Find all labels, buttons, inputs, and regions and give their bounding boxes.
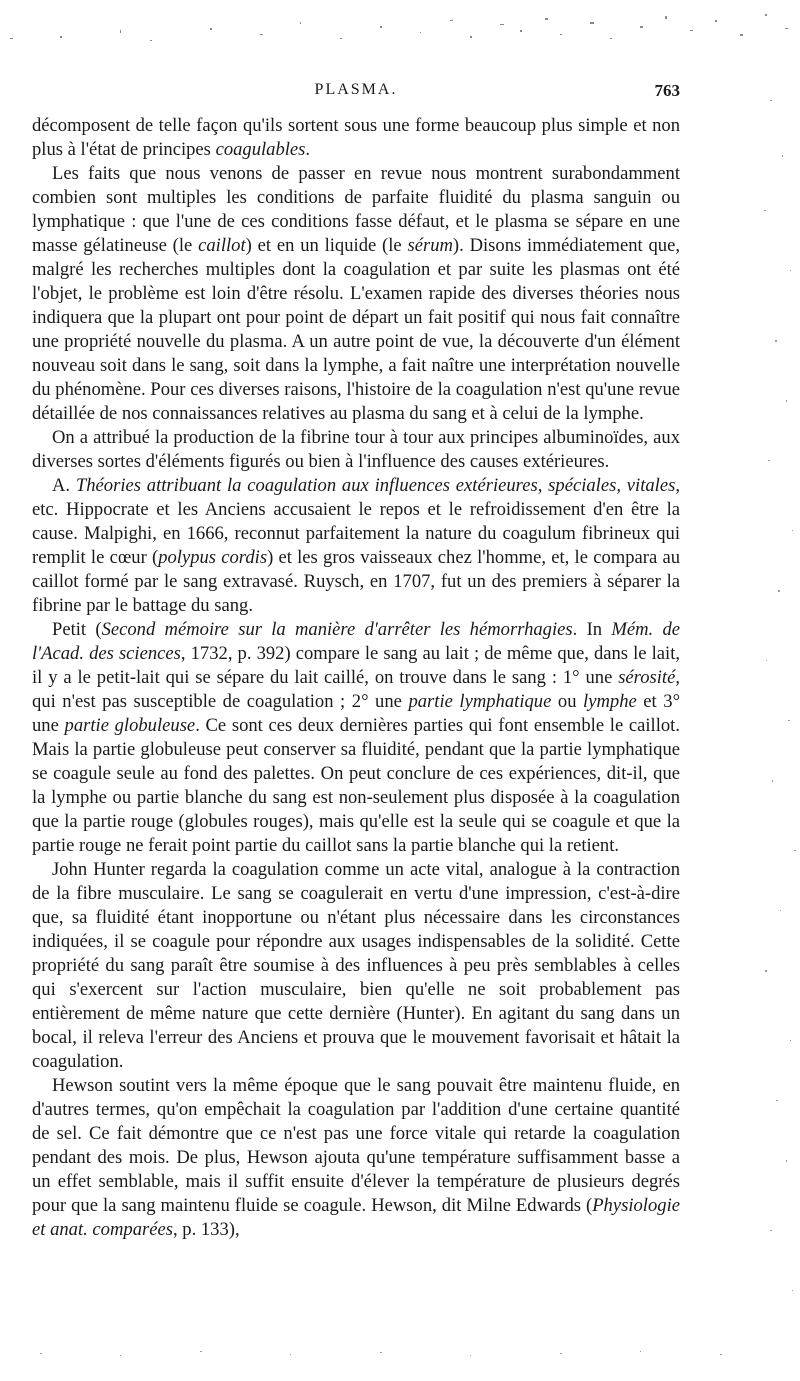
scan-speckle-bottom <box>0 1341 800 1381</box>
italic-run: Théories attribuant la coagulation aux influences extérieures, spéciales, vitales <box>75 475 676 496</box>
text-run: et 3° une <box>32 691 681 736</box>
text-run: Les faits que nous venons de passer en revue nous montrent surabondamment combien sont multiples les conditions de parfaite fluidité du plasma sanguin ou lymphatique : que l'une de ces conditions fasse défaut, et le plasma se sépare en une masse gélatineuse (le <box>32 163 680 256</box>
italic-run: caillot <box>198 235 246 256</box>
italic-run: partie lymphatique <box>408 691 552 712</box>
text-run: . <box>305 139 311 160</box>
scan-speckle-top <box>0 0 800 60</box>
text-run: ). Disons immédiatement que, malgré les recherches multiples dont la coagulation et par suite les plasmas ont été l'objet, le problème est loin d'être résolu. L'examen rapide des diverses théories nous indiquera que la plupart ont pour point de départ un fait positif qui nous fait connaître une propriété nouvelle du plasma. A un autre point de vue, la découverte d'un élément nouveau soit dans le sang, soit dans la lymphe, a fait naître une interprétation nouvelle du phénomène. Pour ces diverses raisons, l'histoire de la coagulation n'est qu'une revue détaillée de nos connaissances relatives au plasma du sang et à celui de la lymphe. <box>32 235 680 424</box>
paragraph <box>32 474 680 618</box>
text-run: , qui n'est pas susceptible de coagulation ; 2° une <box>32 667 680 712</box>
italic-run: Physiologie et anat. comparées <box>32 1195 680 1240</box>
paragraph <box>32 162 680 426</box>
text-run: , 1732, p. 392) compare le sang au lait ; de même que, dans le lait, il y a le petit-lait qui se sépare du lait caillé, on trouve dans le sang : 1° une <box>32 643 681 688</box>
italic-run: sérum <box>407 235 453 256</box>
paragraph <box>32 426 680 474</box>
italic-run: partie globuleuse <box>64 715 196 736</box>
text-run: , p. 133), <box>172 1219 240 1240</box>
text-run: ) et en un liquide (le <box>245 235 408 256</box>
paragraph <box>32 1074 680 1242</box>
paragraph <box>32 858 680 1074</box>
paragraph <box>32 618 680 858</box>
text-body <box>32 114 680 1242</box>
text-run: John Hunter regarda la coagulation comme un acte vital, analogue à la contraction de la fibre musculaire. Le sang se coagulerait en vertu d'une impression, c'est-à-dire que, sa fluidité étant inopportune ou n'étant plus nécessaire dans les circonstances indiquées, il se coagule pour répondre aux usages indispensables de la solidité. Cette propriété du sang paraît être soumise à des influences à peu près semblables à celles qui s'exercent sur l'action musculaire, bien qu'elle ne soit probablement pas entièrement de même nature que cette dernière (Hunter). En agitant du sang dans un bocal, il releva l'erreur des Anciens et prouva que le mouvement favorisait et hâtait la coagulation. <box>32 859 680 1072</box>
text-run: ou <box>551 691 584 712</box>
text-run: décomposent de telle façon qu'ils sortent sous une forme beaucoup plus simple et non plus à l'état de principes <box>32 115 680 160</box>
scan-speckle-right <box>720 60 800 1360</box>
text-run: . In <box>572 619 612 640</box>
italic-run: polypus cordis <box>158 547 268 568</box>
italic-run: sérosité <box>618 667 676 688</box>
text-run: Hewson soutint vers la même époque que le sang pouvait être maintenu fluide, en d'autres termes, qu'on empêchait la coagulation par l'addition d'une certaine quantité de sel. Ce fait démontre que ce n'est pas une force vitale qui retarde la coagulation pendant des mois. De plus, Hewson ajouta qu'une température suffisamment basse a un effet semblable, mais il suffit ensuite d'élever la température de plusieurs degrés pour que la sang maintenu fluide se coagule. Hewson, dit Milne Edwards ( <box>32 1075 680 1216</box>
italic-run: Second mémoire sur la manière d'arrêter les hémorrhagies <box>101 619 573 640</box>
page-number: 763 <box>654 81 680 100</box>
text-run: , etc. Hippocrate et les Anciens accusaient le repos et le refroidissement d'en être la cause. Malpighi, en 1666, reconnut parfaitement la nature du coagulum fibrineux qui remplit le cœur ( <box>32 475 680 568</box>
page-header <box>32 81 680 105</box>
text-run: A. <box>52 475 76 496</box>
text-run: Petit ( <box>52 619 102 640</box>
running-head: PLASMA. <box>314 81 398 98</box>
text-run: ) et les gros vaisseaux chez l'homme, et, le compara au caillot formé par le sang extravasé. Ruysch, en 1707, fut un des premiers à séparer la fibrine par le battage du sang. <box>32 547 680 616</box>
paragraph-continuation <box>32 114 680 162</box>
text-run: . Ce sont ces deux dernières parties qui font ensemble le caillot. Mais la partie globuleuse peut conserver sa fluidité, pendant que la partie lymphatique se coagule seule au fond des palettes. On peut conclure de ces expériences, dit-il, que la lymphe ou partie blanche du sang est non-seulement plus disposée à la coagulation que la partie rouge (globules rouges), mais qu'elle est la seule qui se coagule et que la partie rouge ne ferait point partie du caillot sans la partie blanche qui la retient. <box>32 715 680 856</box>
italic-run: Mém. de l'Acad. des sciences <box>32 619 680 664</box>
italic-run: lymphe <box>583 691 637 712</box>
italic-run: coagulables <box>215 139 306 160</box>
text-run: On a attribué la production de la fibrine tour à tour aux principes albuminoïdes, aux diverses sortes d'éléments figurés ou bien à l'influence des causes extérieures. <box>32 427 680 472</box>
